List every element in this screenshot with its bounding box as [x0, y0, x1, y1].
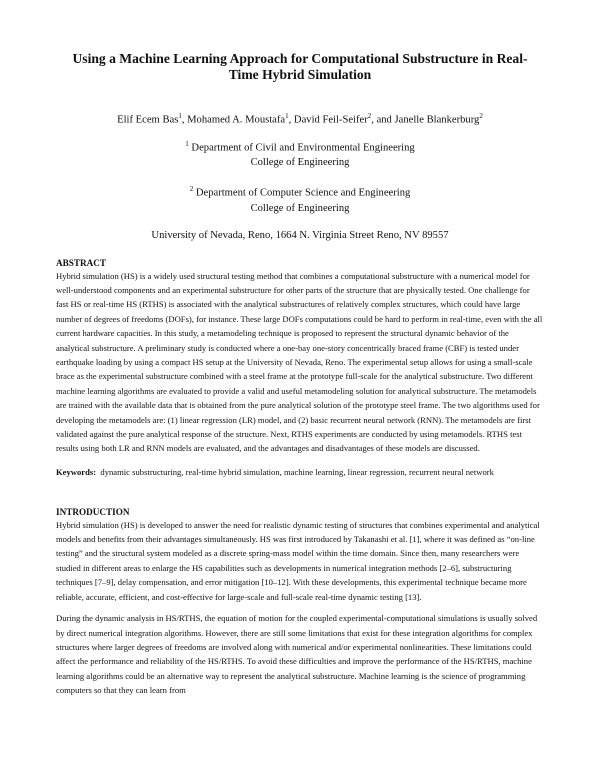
author-affiliation-mark: 1 [178, 112, 182, 120]
introduction-heading: INTRODUCTION [56, 506, 130, 517]
abstract-heading: ABSTRACT [56, 257, 107, 268]
department-name: Department of Civil and Environmental Engineering [191, 142, 415, 154]
author-list [56, 112, 544, 126]
department-name: Department of Computer Science and Engineering [195, 187, 411, 199]
author-name: Mohamed A. Moustafa [187, 114, 286, 126]
author-affiliation-mark: 2 [479, 112, 483, 120]
author-name: Elif Ecem Bas [117, 114, 179, 126]
author-separator: , [181, 114, 188, 126]
college-name: College of Engineering [250, 202, 350, 214]
keywords-text: dynamic substructuring, real-time hybrid simulation, machine learning, linear regression, recurrent neural network [100, 466, 494, 477]
affiliation-2 [56, 182, 544, 216]
keywords-label: Keywords: [56, 466, 97, 477]
author-affiliation-mark: 1 [285, 112, 289, 120]
abstract-text: Hybrid simulation (HS) is a widely used structural testing method that combines a computational substructure with a numerical model for well-understood components and an experimental substructure for other parts of the structure that are physically tested. One challenge for fast HS or real-time HS (RTHS) is associated with the analytical substructures of relatively complex structures, which could have large number of degrees of freedoms (DOFs), for instance. These large DOFs computations could be hard to perform in real-time, even with the all current hardware capacities. In this study, a metamodeling technique is proposed to represent the structural dynamic behavior of the analytical substructure. A preliminary study is conducted where a one-bay one-story concentrically braced frame (CBF) is tested under earthquake loading by using a compact HS setup at the University of Nevada, Reno. The experimental setup allows for using a small-scale brace as the experimental substructure combined with a steel frame at the prototype full-scale for the analytical substructure. Two different machine learning algorithms are evaluated to provide a valid and useful metamodeling solution for analytical substructure. The metamodels are trained with the available data that is obtained from the pure analytical solution of the prototype steel frame. The two algorithms used for developing the metamodels are: (1) linear regression (LR) model, and (2) basic recurrent neural network (RNN). The metamodels are first validated against the pure analytical response of the structure. Next, RTHS experiments are conducted by using metamodels. RTHS test results using both LR and RNN models are evaluated, and the advantages and disadvantages of these models are discussed. [56, 270, 543, 454]
affiliation-mark: 1 [185, 139, 189, 148]
college-name: College of Engineering [250, 157, 350, 169]
affiliation-mark: 2 [189, 185, 194, 194]
university-address: University of Nevada, Reno, 1664 N. Virginia Street Reno, NV 89557 [151, 229, 449, 241]
author-name: Janelle Blankerburg [394, 114, 480, 126]
introduction-paragraph-2: During the dynamic analysis in HS/RTHS, the equation of motion for the coupled experimental-computational simulations is usually solved by direct numerical integration algorithms. However, there are still some limitations that exist for these integration algorithms for complex structures where larger degrees of freedoms are involved along with numerical and/or experimental nonlinearities. These limitations could affect the performance and reliability of the HS/RTHS. To avoid these difficulties and improve the performance of the HS/RTHS, machine learning algorithms could be an alternative way to represent the analytical substructure. Machine learning is the science of programming computers so that they can learn from [56, 613, 538, 696]
affiliation-1 [56, 137, 544, 171]
author-separator: , and [371, 114, 395, 126]
keywords [56, 466, 544, 480]
paper-title: Using a Machine Learning Approach for Computational Substructure in Real-Time Hybrid Simulation [72, 51, 528, 82]
author-name: David Feil-Seifer [293, 114, 368, 126]
introduction-paragraph-1: Hybrid simulation (HS) is developed to answer the need for realistic dynamic testing of structures that combines experimental and analytical models and benefits from their advantages simultaneously. HS was first introduced by Takanashi et al. [1], where it was defined as “on-line testing” and the structural system modeled as a discrete spring-mass model within the time domain. Since then, many researchers were studied in different areas to enlarge the HS capabilities such as developments in numerical integration methods [2–6], substructuring techniques [7–9], delay compensation, and error mitigation [10–12]. With these developments, this experimental technique became more reliable, accurate, efficient, and cost-effective for large-scale and full-scale real-time dynamic testing [13]. [56, 519, 540, 602]
author-separator: , [288, 114, 294, 126]
author-affiliation-mark: 2 [367, 112, 372, 120]
